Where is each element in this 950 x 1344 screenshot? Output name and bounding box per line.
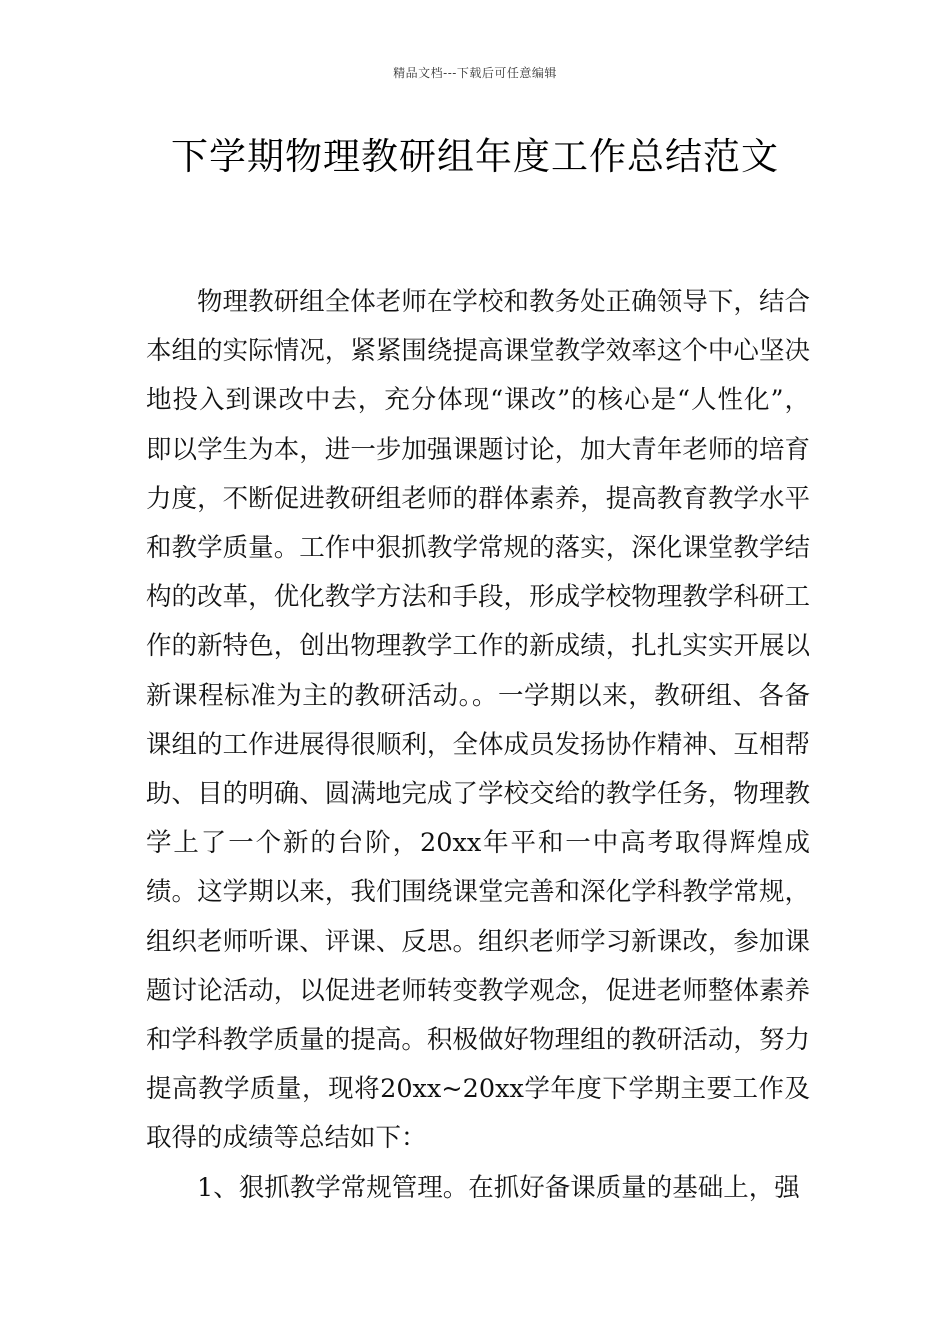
body-paragraph: 物理教研组全体老师在学校和教务处正确领导下，结合本组的实际情况，紧紧围绕提高课堂教学效率这个中心坚决地投入到课改中去，充分体现“课改”的核心是“人性化”，即以学生为本，进一步加强课题讨论，加大青年老师的培育力度，不断促进教研组老师的群体素养，提高教育教学水平和教学质量。工作中狠抓教学常规的落实，深化课堂教学结构的改革，优化教学方法和手段，形成学校物理教学科研工作的新特色，创出物理教学工作的新成绩，扎扎实实开展以新课程标准为主的教研活动。。一学期以来，教研组、各备课组的工作进展得很顺利，全体成员发扬协作精神、互相帮助、目的明确、圆满地完成了学校交给的教学任务，物理教学上了一个新的台阶，20xx年平和一中高考取得辉煌成绩。这学期以来，我们围绕课堂完善和深化学科教学常规，组织老师听课、评课、反思。组织老师学习新课改，参加课题讨论活动，以促进老师转变教学观念，促进老师整体素养和学科教学质量的提高。积极做好物理组的教研活动，努力提高教学质量，现将20xx~20xx学年度下学期主要工作及取得的成绩等总结如下： <box>146 287 810 1154</box>
document-title: 下学期物理教研组年度工作总结范文 <box>171 135 779 178</box>
document-body <box>146 278 810 1213</box>
body-paragraph: 1、狠抓教学常规管理。在抓好备课质量的基础上，强 <box>197 1172 800 1203</box>
header-note: 精品文档---下载后可任意编辑 <box>393 66 557 80</box>
